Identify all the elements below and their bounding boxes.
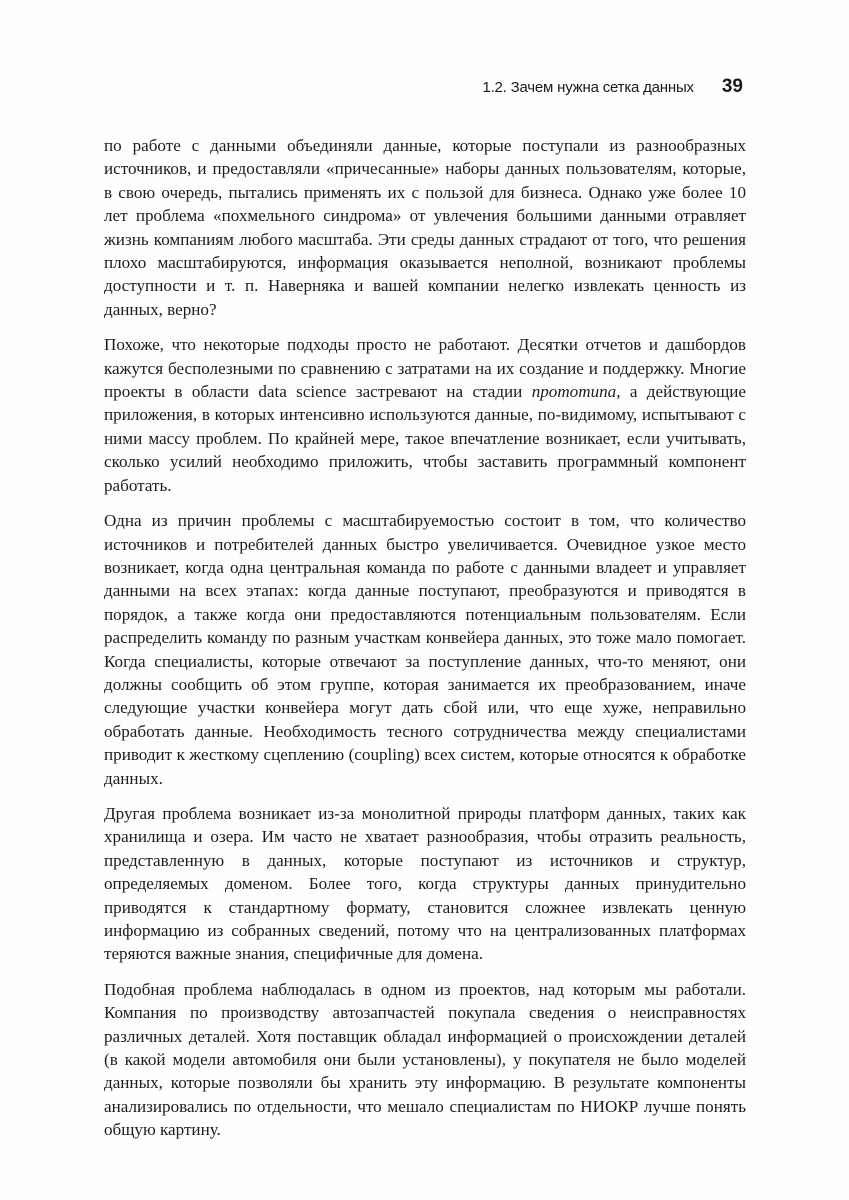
- page-body: [104, 134, 746, 1154]
- section-title: 1.2. Зачем нужна сетка данных: [482, 79, 694, 96]
- paragraph: Одна из причин проблемы с масштабируемостью состоит в том, что количество источников и потребителей данных быстро увеличивается. Очевидное узкое место возникает, когда одна центральная команда по работе с данными владеет и управляет данными на всех этапах: когда данные поступают, преобразуются и приводятся в порядок, а также когда они предоставляются потенциальным пользователям. Если распределить команду по разным участкам конвейера данных, это тоже мало помогает. Когда специалисты, которые отвечают за поступление данных, что-то меняют, они должны сообщить об этом группе, которая занимается их преобразованием, иначе следующие участки конвейера могут дать сбой или, что еще хуже, неправильно обработать данные. Необходимость тесного сотрудничества между специалистами приводит к жесткому сцеплению (coupling) всех систем, которые относятся к обработке данных.: [104, 511, 746, 788]
- paragraph-text: Похоже, что некоторые подходы просто не работают. Десятки отчетов и дашбордов кажутся бесполезными по сравнению с затратами на их создание и поддержку. Многие проекты в области data science застревают на стадии: [104, 335, 746, 402]
- paragraph: Другая проблема возникает из-за монолитной природы платформ данных, таких как хранилища и озера. Им часто не хватает разнообразия, чтобы отразить реальность, представленную в данных, которые поступают из источников и структур, определяемых доменом. Более того, когда структуры данных принудительно приводятся к стандартному формату, становится сложнее извлекать ценную информацию из собранных сведений, потому что на централизованных платформах теряются важные знания, специфичные для домена.: [104, 803, 746, 964]
- paragraph-text: , а действующие приложения, в которых интенсивно используются данные, по-видимому, испытывают с ними массу проблем. По крайней мере, такое впечатление возникает, если учитывать, сколько усилий необходимо приложить, чтобы заставить программный компонент работать.: [104, 382, 746, 495]
- page-number: 39: [721, 76, 743, 97]
- paragraph: [104, 333, 746, 497]
- running-header: [482, 76, 743, 98]
- emphasized-term: прототипа: [531, 382, 617, 402]
- paragraph: по работе с данными объединяли данные, которые поступали из разнообразных источников, и предоставляли «причесанные» наборы данных пользователям, которые, в свою очередь, пытались применять их с пользой для бизнеса. Однако уже более 10 лет проблема «похмельного синдрома» от увлечения большими данными отравляет жизнь компаниям любого масштаба. Эти среды данных страдают от того, что решения плохо масштабируются, информация оказывается неполной, возникают проблемы доступности и т. п. Наверняка и вашей компании нелегко извлекать ценность из данных, верно?: [104, 136, 746, 319]
- paragraph: Подобная проблема наблюдалась в одном из проектов, над которым мы работали. Компания по производству автозапчастей покупала сведения о неисправностях различных деталей. Хотя поставщик обладал информацией о происхождении деталей (в какой модели автомобиля они были установлены), у покупателя не было моделей данных, которые позволяли бы хранить эту информацию. В результате компоненты анализировались по отдельности, что мешало специалистам по НИОКР лучше понять общую картину.: [104, 979, 746, 1140]
